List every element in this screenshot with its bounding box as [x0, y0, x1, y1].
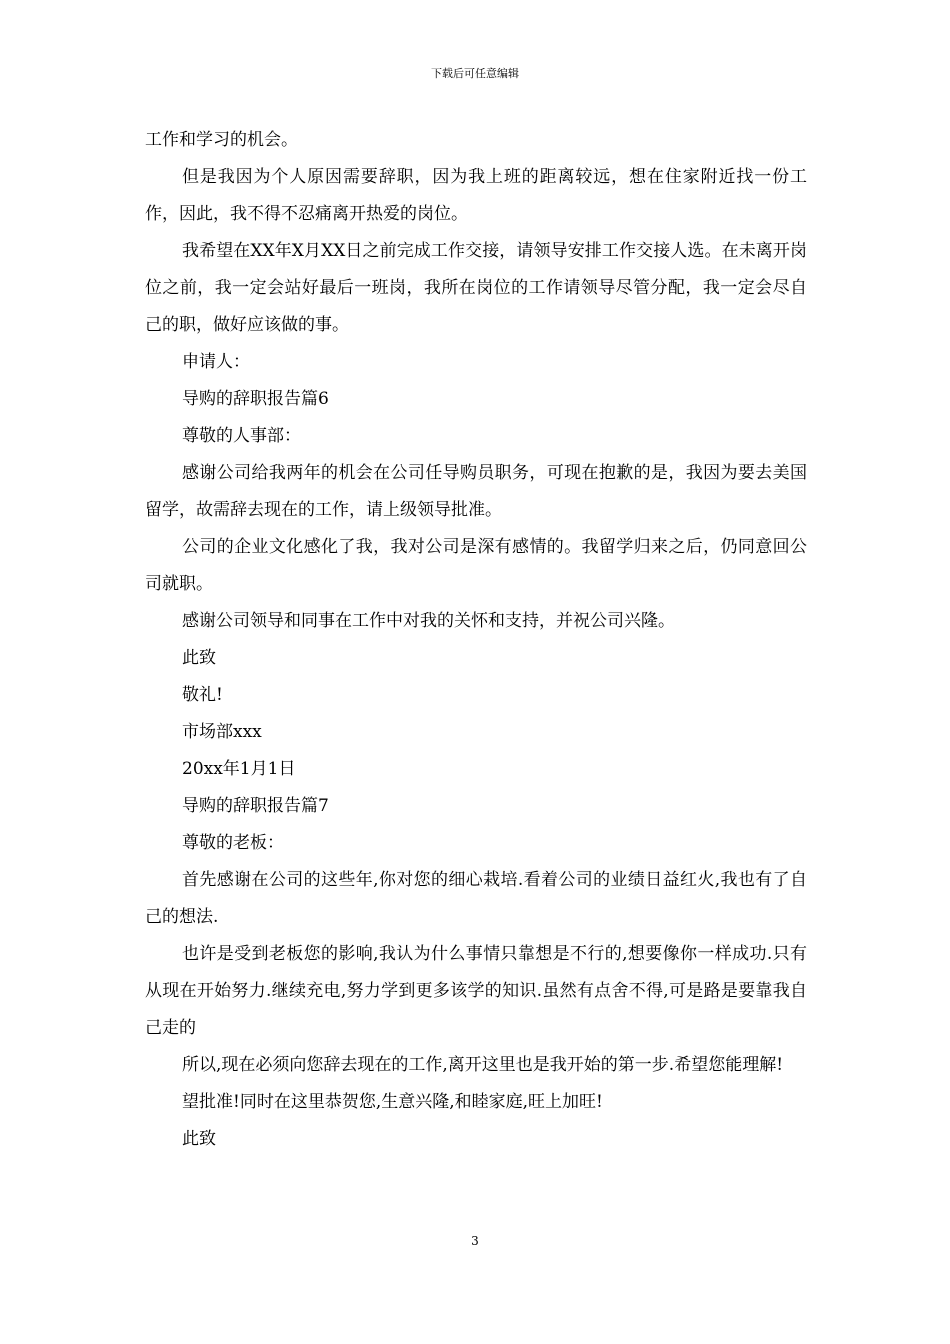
- date: 20xx年1月1日: [182, 759, 296, 779]
- page-header: 下载后可任意编辑: [431, 67, 519, 80]
- paragraph: 但是我因为个人原因需要辞职，因为我上班的距离较远，想在住家附近找一份工作，因此，我不得不忍痛离开热爱的岗位。: [145, 167, 807, 224]
- paragraph: 所以,现在必须向您辞去现在的工作,离开这里也是我开始的第一步.希望您能理解!: [182, 1055, 784, 1075]
- closing: 敬礼!: [182, 685, 223, 705]
- paragraph: 首先感谢在公司的这些年,你对您的细心栽培.看着公司的业绩日益红火,我也有了自己的想法.: [145, 870, 807, 927]
- paragraph: 也许是受到老板您的影响,我认为什么事情只靠想是不行的,想要像你一样成功.只有从现在开始努力.继续充电,努力学到更多该学的知识.虽然有点舍不得,可是路是要靠我自己走的: [145, 944, 807, 1038]
- signature: 市场部xxx: [182, 722, 262, 742]
- salutation: 尊敬的人事部：: [182, 426, 301, 446]
- paragraph: 公司的企业文化感化了我，我对公司是深有感情的。我留学归来之后，仍同意回公司就职。: [145, 537, 807, 594]
- paragraph: 感谢公司给我两年的机会在公司任导购员职务，可现在抱歉的是，我因为要去美国留学，故需辞去现在的工作，请上级领导批准。: [145, 463, 807, 520]
- closing: 此致: [182, 648, 216, 668]
- paragraph: 工作和学习的机会。: [145, 130, 298, 150]
- section-heading: 导购的辞职报告篇6: [182, 389, 329, 409]
- paragraph: 我希望在XX年X月XX日之前完成工作交接，请领导安排工作交接人选。在未离开岗位之前，我一定会站好最后一班岗，我所在岗位的工作请领导尽管分配，我一定会尽自己的职，做好应该做的事。: [145, 241, 807, 335]
- paragraph: 感谢公司领导和同事在工作中对我的关怀和支持，并祝公司兴隆。: [182, 611, 675, 631]
- section-heading: 导购的辞职报告篇7: [182, 796, 329, 816]
- salutation: 尊敬的老板：: [182, 833, 284, 853]
- page-number: 3: [471, 1234, 479, 1248]
- paragraph: 望批准!同时在这里恭贺您,生意兴隆,和睦家庭,旺上加旺!: [182, 1092, 603, 1112]
- closing: 此致: [182, 1129, 216, 1149]
- document-body: [145, 122, 807, 1158]
- paragraph: 申请人：: [182, 352, 250, 372]
